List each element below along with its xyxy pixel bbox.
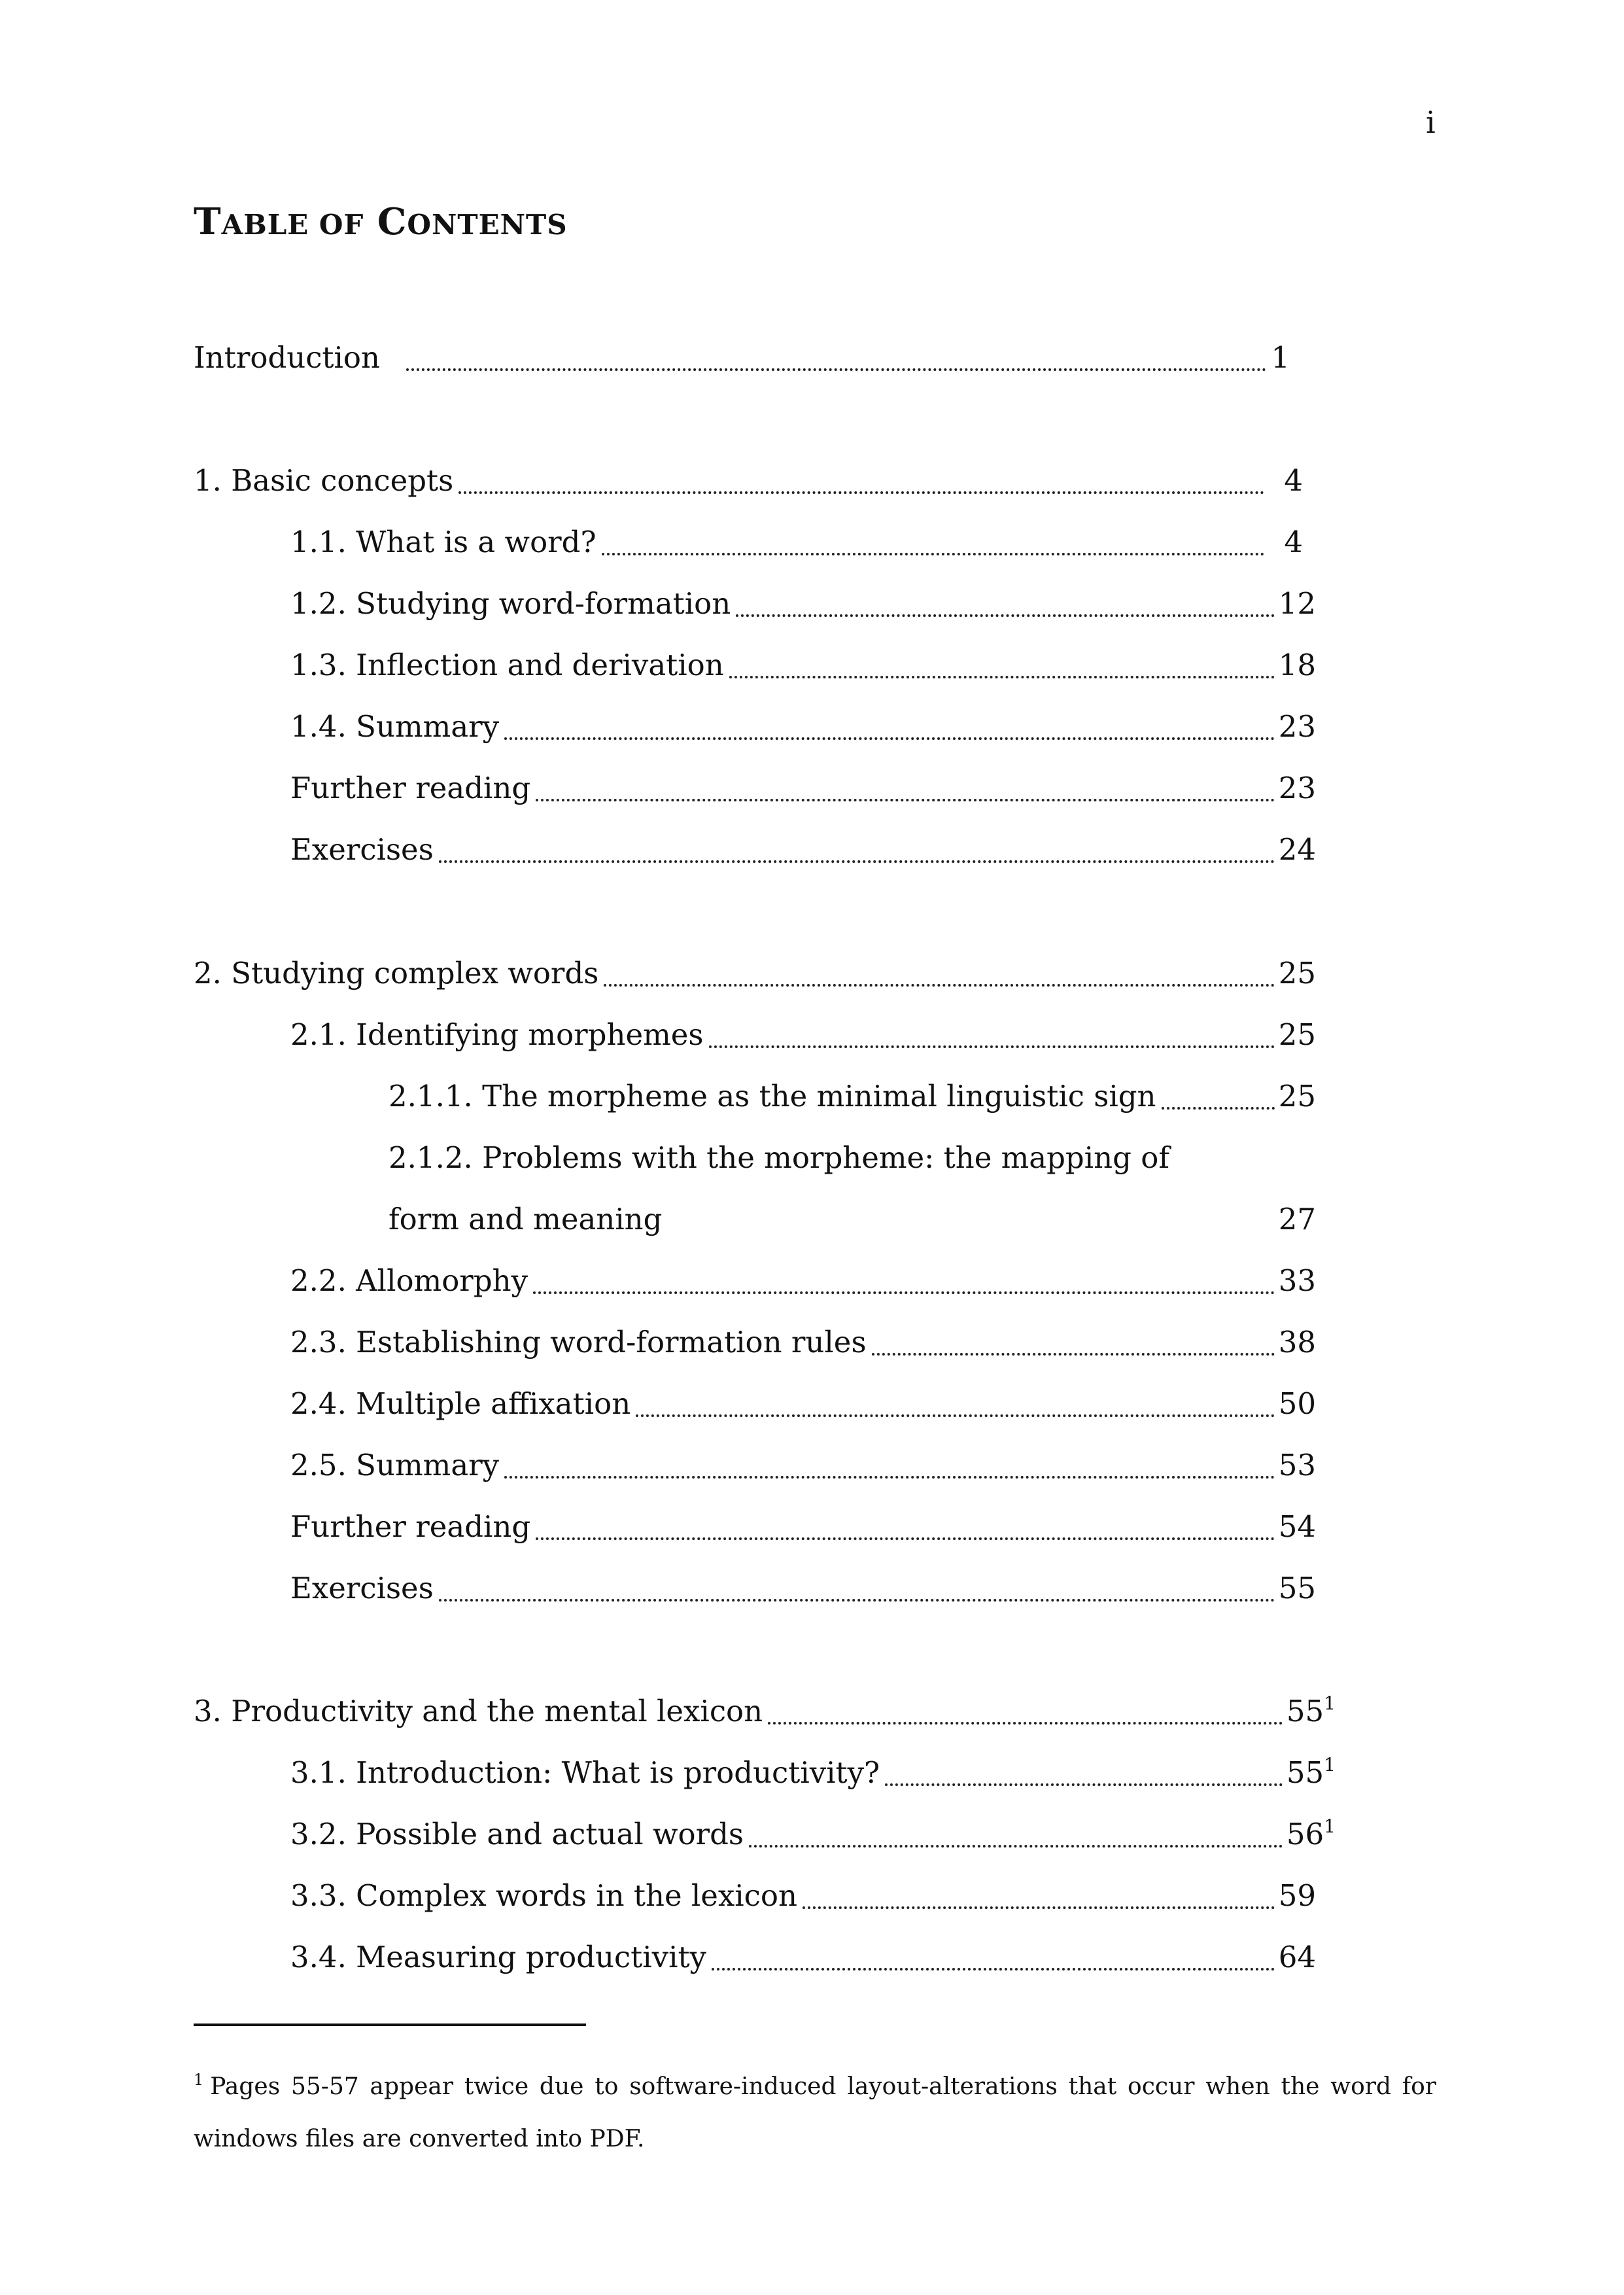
toc-entry-label: Further reading xyxy=(290,771,531,805)
dot-leader xyxy=(604,983,1274,987)
dot-leader xyxy=(636,1414,1275,1417)
toc-entry-label: Further reading xyxy=(290,1509,531,1544)
toc-entry-label: 1.1. What is a word? xyxy=(290,525,596,559)
toc-title-cap-1: T xyxy=(194,200,222,243)
toc-entry-page: 64 xyxy=(1278,1940,1316,1974)
toc-title-smallcaps-1: ABLE OF xyxy=(221,209,364,241)
toc-entry-page: 25 xyxy=(1278,956,1316,990)
footnote-mark: 1 xyxy=(194,2071,204,2089)
toc-entry-label: 3.2. Possible and actual words xyxy=(290,1817,744,1851)
toc-entry-page: 18 xyxy=(1278,648,1316,682)
toc-entry-2-exercises[interactable] xyxy=(290,1561,1316,1607)
toc-entry-2-3[interactable] xyxy=(290,1315,1316,1361)
dot-leader xyxy=(736,614,1275,617)
page-value: 55 xyxy=(1286,1755,1324,1790)
dot-leader xyxy=(406,368,1266,371)
toc-entry-page xyxy=(1287,1693,1336,1730)
toc-entry-page: 23 xyxy=(1278,771,1316,805)
toc-entry-1-4[interactable] xyxy=(290,699,1316,745)
toc-entry-label: 2.4. Multiple affixation xyxy=(290,1386,631,1421)
toc-entry-1-1[interactable] xyxy=(290,515,1303,561)
toc-entry-3-1[interactable] xyxy=(290,1745,1336,1791)
toc-entry-2-4[interactable] xyxy=(290,1376,1316,1422)
toc-entry-2-2[interactable] xyxy=(290,1253,1316,1299)
toc-entry-label: 3.4. Measuring productivity xyxy=(290,1940,706,1974)
toc-entry-label: 1.2. Studying word-formation xyxy=(290,586,731,621)
page-number: i xyxy=(1426,105,1436,140)
toc-entry-label: 3. Productivity and the mental lexicon xyxy=(194,1694,763,1728)
footnote-separator xyxy=(194,2023,586,2026)
toc-entry-label: 2.3. Establishing word-formation rules xyxy=(290,1325,867,1359)
dot-leader xyxy=(1162,1106,1275,1110)
toc-entry-1-2[interactable] xyxy=(290,576,1316,622)
toc-entry-2-1[interactable] xyxy=(290,1007,1316,1053)
toc-entry-2-further-reading[interactable] xyxy=(290,1499,1316,1545)
footnote-text: Pages 55-57 appear twice due to software-induced layout-alterations that occur when the word for windows files are converted into PDF. xyxy=(194,2073,1436,2152)
toc-entry-label: 3.1. Introduction: What is productivity? xyxy=(290,1755,880,1790)
toc-entry-page: 33 xyxy=(1278,1263,1316,1298)
toc-entry-label-continuation: form and meaning xyxy=(389,1202,663,1236)
page-value: 56 xyxy=(1286,1817,1324,1851)
toc-entry-page: 38 xyxy=(1278,1325,1316,1359)
dot-leader xyxy=(602,552,1265,555)
dot-leader xyxy=(439,860,1275,863)
toc-entry-label: 2.1. Identifying morphemes xyxy=(290,1017,704,1052)
toc-entry-label: 2.2. Allomorphy xyxy=(290,1263,528,1298)
toc-entry-label: 3.3. Complex words in the lexicon xyxy=(290,1878,797,1913)
toc-entry-page: 53 xyxy=(1278,1448,1316,1482)
toc-entry-page xyxy=(1287,1816,1336,1853)
toc-entry-chapter-1[interactable] xyxy=(194,453,1303,499)
toc-entry-page: 25 xyxy=(1278,1079,1316,1113)
toc-entry-page: 55 xyxy=(1278,1571,1316,1605)
page-value: 55 xyxy=(1286,1694,1324,1728)
toc-entry-page: 50 xyxy=(1278,1386,1316,1421)
toc-entry-page: 24 xyxy=(1278,832,1316,867)
toc-title xyxy=(194,200,568,243)
toc-entry-label: Exercises xyxy=(290,1571,434,1605)
dot-leader xyxy=(803,1906,1275,1909)
dot-leader xyxy=(768,1721,1283,1725)
toc-entry-2-5[interactable] xyxy=(290,1438,1316,1484)
toc-entry-page: 4 xyxy=(1284,525,1303,559)
toc-entry-page: 59 xyxy=(1278,1878,1316,1913)
toc-entry-3-3[interactable] xyxy=(290,1868,1316,1914)
dot-leader xyxy=(533,1291,1275,1294)
toc-entry-3-4[interactable] xyxy=(290,1930,1316,1976)
footnote-ref[interactable]: 1 xyxy=(1324,1754,1336,1776)
toc-entry-2-1-2-continuation[interactable] xyxy=(389,1192,1316,1238)
dot-leader xyxy=(536,798,1275,801)
toc-entry-3-2[interactable] xyxy=(290,1807,1336,1853)
toc-entry-label: Introduction xyxy=(194,340,380,375)
dot-leader xyxy=(872,1352,1275,1356)
toc-entry-2-1-2[interactable] xyxy=(389,1140,1169,1176)
dot-leader xyxy=(458,491,1264,494)
toc-entry-label: 2.1.2. Problems with the morpheme: the mapping of xyxy=(389,1140,1169,1175)
toc-entry-label: 1.4. Summary xyxy=(290,709,500,744)
dot-leader xyxy=(709,1045,1275,1048)
toc-entry-label: 2.1.1. The morpheme as the minimal linguistic sign xyxy=(389,1079,1156,1113)
footnote-ref[interactable]: 1 xyxy=(1324,1692,1336,1714)
toc-entry-1-3[interactable] xyxy=(290,638,1316,684)
toc-entry-chapter-2[interactable] xyxy=(194,946,1316,992)
toc-title-cap-2: C xyxy=(364,200,407,243)
dot-leader xyxy=(536,1537,1275,1540)
footnote xyxy=(194,2061,1436,2165)
footnote-ref[interactable]: 1 xyxy=(1324,1815,1336,1837)
toc-entry-label: 2. Studying complex words xyxy=(194,956,599,990)
toc-entry-label: 1.3. Inflection and derivation xyxy=(290,648,724,682)
dot-leader xyxy=(439,1598,1275,1602)
toc-entry-page: 1 xyxy=(1271,340,1290,375)
toc-entry-page xyxy=(1287,1755,1336,1791)
toc-entry-page: 25 xyxy=(1278,1017,1316,1052)
toc-entry-page: 4 xyxy=(1284,463,1303,498)
dot-leader xyxy=(749,1844,1283,1848)
toc-entry-page: 23 xyxy=(1278,709,1316,744)
toc-entry-label: Exercises xyxy=(290,832,434,867)
toc-entry-page: 54 xyxy=(1278,1509,1316,1544)
dot-leader xyxy=(729,675,1275,678)
toc-entry-page: 12 xyxy=(1278,586,1316,621)
toc-entry-2-1-1[interactable] xyxy=(389,1069,1316,1115)
toc-title-smallcaps-2: ONTENTS xyxy=(407,209,568,241)
toc-entry-chapter-3[interactable] xyxy=(194,1684,1336,1730)
toc-entry-1-further-reading[interactable] xyxy=(290,761,1316,807)
toc-entry-page: 27 xyxy=(1278,1202,1316,1236)
dot-leader xyxy=(712,1967,1275,1971)
toc-entry-introduction[interactable] xyxy=(194,330,1290,376)
dot-leader xyxy=(504,737,1275,740)
toc-entry-label: 1. Basic concepts xyxy=(194,463,454,498)
toc-entry-1-exercises[interactable] xyxy=(290,822,1316,868)
dot-leader xyxy=(504,1475,1275,1479)
dot-leader xyxy=(885,1783,1283,1786)
toc-entry-label: 2.5. Summary xyxy=(290,1448,500,1482)
